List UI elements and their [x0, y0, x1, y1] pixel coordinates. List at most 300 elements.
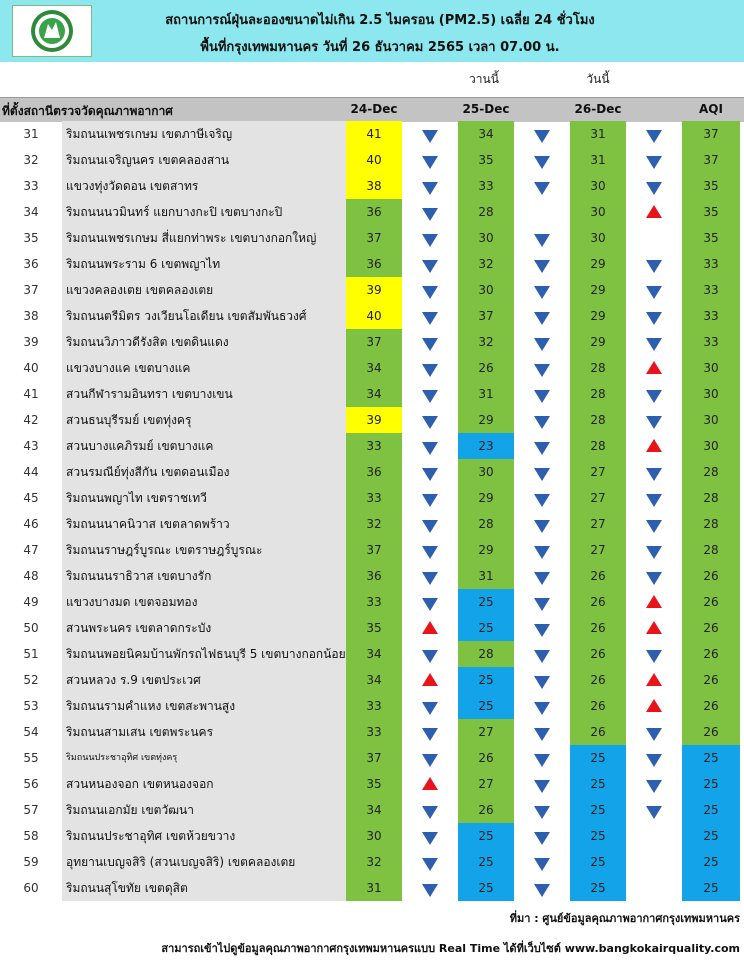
trend-25dec	[514, 303, 570, 329]
pm25-value-24dec: 33	[346, 433, 402, 459]
pm25-value-24dec: 36	[346, 251, 402, 277]
trend-26dec	[626, 199, 682, 225]
station-name: ริมถนนเพชรเกษม เขตภาษีเจริญ	[62, 121, 346, 147]
trend-down-icon	[534, 806, 550, 819]
pm25-value-25dec: 30	[458, 459, 514, 485]
yesterday-marker: วานนี้	[469, 72, 499, 86]
trend-down-icon	[646, 780, 662, 793]
trend-26dec	[626, 459, 682, 485]
trend-up-icon	[646, 205, 662, 218]
date1-column-header: 24-Dec	[350, 102, 398, 116]
pm25-value-24dec: 40	[346, 147, 402, 173]
trend-24dec	[402, 433, 458, 459]
trend-down-icon	[422, 338, 438, 351]
pm25-value-24dec: 33	[346, 693, 402, 719]
pm25-value-25dec: 30	[458, 277, 514, 303]
pm25-value-26dec: 25	[570, 875, 626, 901]
station-number: 36	[23, 257, 39, 271]
pm25-value-24dec: 34	[346, 641, 402, 667]
trend-down-icon	[534, 598, 550, 611]
pm25-value-26dec: 27	[570, 511, 626, 537]
station-name: ริมถนนสุโขทัย เขตดุสิต	[62, 875, 346, 901]
trend-25dec	[514, 771, 570, 797]
website-note: สามารถเข้าไปดูข้อมูลคุณภาพอากาศกรุงเทพมหานครแบบ Real Time ได้ที่เว็บไซต์ www.bangkokairquality.com	[161, 942, 740, 955]
trend-down-icon	[646, 182, 662, 195]
pm25-value-26dec: 28	[570, 381, 626, 407]
trend-26dec	[626, 407, 682, 433]
trend-24dec	[402, 329, 458, 355]
trend-25dec	[514, 511, 570, 537]
pm25-value-25dec: 30	[458, 225, 514, 251]
trend-26dec	[626, 615, 682, 641]
pm25-value-24dec: 37	[346, 329, 402, 355]
trend-down-icon	[422, 312, 438, 325]
trend-26dec	[626, 797, 682, 823]
table-row	[0, 849, 744, 875]
trend-down-icon	[422, 156, 438, 169]
aqi-value: 28	[682, 485, 740, 511]
trend-down-icon	[422, 650, 438, 663]
station-name: สวนกีฬารามอินทรา เขตบางเขน	[62, 381, 346, 407]
station-number: 55	[23, 751, 39, 765]
station-name: ริมถนนประชาอุทิศ เขตทุ่งครุ	[62, 745, 346, 771]
station-number: 33	[23, 179, 39, 193]
pm25-value-26dec: 26	[570, 693, 626, 719]
pm25-value-25dec: 25	[458, 589, 514, 615]
station-name: ริมถนนพญาไท เขตราชเทวี	[62, 485, 346, 511]
aqi-value: 30	[682, 381, 740, 407]
trend-24dec	[402, 303, 458, 329]
trend-down-icon	[422, 260, 438, 273]
trend-24dec	[402, 511, 458, 537]
trend-24dec	[402, 771, 458, 797]
station-number: 39	[23, 335, 39, 349]
trend-down-icon	[422, 884, 438, 897]
trend-down-icon	[422, 832, 438, 845]
aqi-value: 28	[682, 459, 740, 485]
table-row	[0, 303, 744, 329]
trend-25dec	[514, 589, 570, 615]
trend-down-icon	[646, 416, 662, 429]
station-number: 47	[23, 543, 39, 557]
trend-25dec	[514, 797, 570, 823]
trend-26dec	[626, 693, 682, 719]
table-row	[0, 589, 744, 615]
table-row	[0, 277, 744, 303]
trend-down-icon	[534, 884, 550, 897]
trend-down-icon	[534, 650, 550, 663]
trend-24dec	[402, 667, 458, 693]
pm25-value-24dec: 37	[346, 745, 402, 771]
trend-26dec	[626, 875, 682, 901]
trend-26dec	[626, 277, 682, 303]
pm25-value-26dec: 31	[570, 147, 626, 173]
aqi-value: 35	[682, 199, 740, 225]
trend-down-icon	[534, 520, 550, 533]
pm25-value-24dec: 34	[346, 381, 402, 407]
trend-down-icon	[422, 728, 438, 741]
aqi-value: 25	[682, 823, 740, 849]
trend-down-icon	[534, 468, 550, 481]
trend-24dec	[402, 615, 458, 641]
trend-down-icon	[534, 676, 550, 689]
station-name: แขวงบางมด เขตจอมทอง	[62, 589, 346, 615]
pm25-value-26dec: 25	[570, 745, 626, 771]
pm25-value-24dec: 41	[346, 121, 402, 147]
station-name: แขวงทุ่งวัดดอน เขตสาทร	[62, 173, 346, 199]
aqi-value: 33	[682, 277, 740, 303]
pm25-value-25dec: 25	[458, 875, 514, 901]
station-name: อุทยานเบญจสิริ (สวนเบญจสิริ) เขตคลองเตย	[62, 849, 346, 875]
pm25-value-26dec: 26	[570, 563, 626, 589]
trend-up-icon	[422, 777, 438, 790]
trend-down-icon	[646, 156, 662, 169]
station-name: ริมถนนพระราม 6 เขตพญาไท	[62, 251, 346, 277]
pm25-value-24dec: 39	[346, 277, 402, 303]
pm25-value-25dec: 25	[458, 667, 514, 693]
trend-down-icon	[534, 338, 550, 351]
pm25-value-26dec: 27	[570, 537, 626, 563]
trend-down-icon	[534, 390, 550, 403]
pm25-value-26dec: 30	[570, 173, 626, 199]
trend-26dec	[626, 433, 682, 459]
trend-24dec	[402, 485, 458, 511]
pm25-value-24dec: 33	[346, 589, 402, 615]
trend-24dec	[402, 251, 458, 277]
trend-26dec	[626, 355, 682, 381]
trend-down-icon	[534, 728, 550, 741]
pm25-value-25dec: 32	[458, 329, 514, 355]
trend-26dec	[626, 745, 682, 771]
table-row	[0, 459, 744, 485]
pm25-value-26dec: 25	[570, 849, 626, 875]
trend-24dec	[402, 797, 458, 823]
pm25-value-26dec: 26	[570, 719, 626, 745]
pm25-value-24dec: 34	[346, 355, 402, 381]
table-row	[0, 485, 744, 511]
station-name: สวนธนบุรีรมย์ เขตทุ่งครุ	[62, 407, 346, 433]
trend-26dec	[626, 667, 682, 693]
table-row	[0, 511, 744, 537]
aqi-value: 33	[682, 329, 740, 355]
trend-down-icon	[534, 260, 550, 273]
trend-down-icon	[534, 312, 550, 325]
pm25-value-24dec: 31	[346, 875, 402, 901]
pm25-value-26dec: 27	[570, 485, 626, 511]
pm25-value-25dec: 26	[458, 355, 514, 381]
trend-up-icon	[646, 361, 662, 374]
table-row	[0, 667, 744, 693]
table-row	[0, 121, 744, 147]
station-number: 58	[23, 829, 39, 843]
pm25-value-26dec: 27	[570, 459, 626, 485]
aqi-value: 25	[682, 745, 740, 771]
source-note: ที่มา : ศูนย์ข้อมูลคุณภาพอากาศกรุงเทพมหานคร	[509, 912, 740, 925]
station-number: 48	[23, 569, 39, 583]
station-name: ริมถนนราษฎร์บูรณะ เขตราษฎร์บูรณะ	[62, 537, 346, 563]
report-header	[0, 0, 744, 62]
trend-down-icon	[646, 572, 662, 585]
station-name: สวนรมณีย์ทุ่งสีกัน เขตดอนเมือง	[62, 459, 346, 485]
station-number: 44	[23, 465, 39, 479]
trend-26dec	[626, 225, 682, 251]
trend-25dec	[514, 719, 570, 745]
station-name: ริมถนนวิภาวดีรังสิต เขตดินแดง	[62, 329, 346, 355]
pm25-value-25dec: 27	[458, 719, 514, 745]
aqi-value: 28	[682, 537, 740, 563]
trend-down-icon	[646, 312, 662, 325]
aqi-value: 25	[682, 771, 740, 797]
station-name: ริมถนนตรีมิตร วงเวียนโอเดียน เขตสัมพันธวงศ์	[62, 303, 346, 329]
station-number: 42	[23, 413, 39, 427]
trend-down-icon	[422, 234, 438, 247]
trend-26dec	[626, 823, 682, 849]
trend-up-icon	[422, 621, 438, 634]
trend-down-icon	[422, 468, 438, 481]
trend-24dec	[402, 407, 458, 433]
pm25-value-26dec: 30	[570, 199, 626, 225]
trend-24dec	[402, 589, 458, 615]
trend-25dec	[514, 615, 570, 641]
aqi-value: 26	[682, 563, 740, 589]
pm25-value-25dec: 25	[458, 823, 514, 849]
aqi-value: 25	[682, 875, 740, 901]
trend-26dec	[626, 849, 682, 875]
trend-down-icon	[646, 468, 662, 481]
trend-up-icon	[646, 621, 662, 634]
pm25-value-26dec: 29	[570, 251, 626, 277]
date3-column-header: 26-Dec	[574, 102, 622, 116]
trend-25dec	[514, 693, 570, 719]
station-table	[0, 121, 744, 901]
trend-down-icon	[534, 702, 550, 715]
aqi-value: 35	[682, 225, 740, 251]
trend-up-icon	[646, 439, 662, 452]
station-name: สวนหนองจอก เขตหนองจอก	[62, 771, 346, 797]
pm25-value-25dec: 29	[458, 485, 514, 511]
trend-down-icon	[534, 286, 550, 299]
station-name: แขวงบางแค เขตบางแค	[62, 355, 346, 381]
station-name: ริมถนนรามคำแหง เขตสะพานสูง	[62, 693, 346, 719]
table-row	[0, 745, 744, 771]
pm25-value-24dec: 30	[346, 823, 402, 849]
pm25-value-25dec: 23	[458, 433, 514, 459]
trend-down-icon	[646, 806, 662, 819]
pm25-value-26dec: 30	[570, 225, 626, 251]
trend-24dec	[402, 563, 458, 589]
trend-down-icon	[422, 598, 438, 611]
aqi-value: 26	[682, 693, 740, 719]
trend-26dec	[626, 251, 682, 277]
pm25-value-25dec: 37	[458, 303, 514, 329]
trend-down-icon	[534, 780, 550, 793]
station-name: ริมถนนเอกมัย เขตวัฒนา	[62, 797, 346, 823]
station-number: 49	[23, 595, 39, 609]
trend-up-icon	[422, 673, 438, 686]
trend-25dec	[514, 121, 570, 147]
aqi-value: 26	[682, 641, 740, 667]
pm25-value-25dec: 33	[458, 173, 514, 199]
trend-25dec	[514, 537, 570, 563]
pm25-value-26dec: 26	[570, 667, 626, 693]
trend-down-icon	[534, 494, 550, 507]
pm25-value-24dec: 36	[346, 459, 402, 485]
trend-down-icon	[534, 234, 550, 247]
pm25-value-24dec: 36	[346, 563, 402, 589]
aqi-value: 28	[682, 511, 740, 537]
trend-25dec	[514, 251, 570, 277]
trend-down-icon	[422, 754, 438, 767]
trend-down-icon	[422, 546, 438, 559]
trend-26dec	[626, 537, 682, 563]
aqi-value: 26	[682, 615, 740, 641]
station-number: 51	[23, 647, 39, 661]
trend-26dec	[626, 485, 682, 511]
trend-26dec	[626, 589, 682, 615]
trend-25dec	[514, 433, 570, 459]
trend-26dec	[626, 173, 682, 199]
table-row	[0, 823, 744, 849]
pm25-value-24dec: 37	[346, 537, 402, 563]
aqi-column-header: AQI	[699, 102, 723, 116]
trend-down-icon	[422, 182, 438, 195]
trend-25dec	[514, 667, 570, 693]
trend-25dec	[514, 563, 570, 589]
trend-26dec	[626, 641, 682, 667]
trend-down-icon	[422, 286, 438, 299]
trend-24dec	[402, 199, 458, 225]
station-name: ริมถนนนราธิวาส เขตบางรัก	[62, 563, 346, 589]
trend-25dec	[514, 459, 570, 485]
station-name: สวนพระนคร เขตลาดกระบัง	[62, 615, 346, 641]
trend-down-icon	[422, 702, 438, 715]
trend-24dec	[402, 173, 458, 199]
report-title: สถานการณ์ฝุ่นละอองขนาดไม่เกิน 2.5 ไมครอน (PM2.5) เฉลี่ย 24 ชั่วโมง	[165, 13, 595, 28]
station-number: 34	[23, 205, 39, 219]
trend-24dec	[402, 381, 458, 407]
station-number: 57	[23, 803, 39, 817]
bangkok-seal-icon	[12, 5, 92, 57]
table-row	[0, 407, 744, 433]
table-row	[0, 719, 744, 745]
station-number: 38	[23, 309, 39, 323]
trend-24dec	[402, 277, 458, 303]
trend-down-icon	[534, 130, 550, 143]
trend-down-icon	[646, 520, 662, 533]
pm25-value-24dec: 35	[346, 771, 402, 797]
station-number: 41	[23, 387, 39, 401]
trend-25dec	[514, 277, 570, 303]
aqi-value: 25	[682, 849, 740, 875]
trend-26dec	[626, 121, 682, 147]
trend-down-icon	[422, 208, 438, 221]
table-row	[0, 537, 744, 563]
aqi-value: 30	[682, 355, 740, 381]
trend-down-icon	[646, 338, 662, 351]
pm25-value-25dec: 28	[458, 511, 514, 537]
pm25-value-25dec: 35	[458, 147, 514, 173]
table-row	[0, 225, 744, 251]
pm25-value-25dec: 26	[458, 745, 514, 771]
table-row	[0, 173, 744, 199]
trend-26dec	[626, 329, 682, 355]
trend-down-icon	[534, 416, 550, 429]
pm25-value-26dec: 28	[570, 433, 626, 459]
aqi-value: 26	[682, 719, 740, 745]
pm25-value-25dec: 27	[458, 771, 514, 797]
pm25-value-26dec: 28	[570, 355, 626, 381]
trend-25dec	[514, 823, 570, 849]
trend-25dec	[514, 329, 570, 355]
pm25-value-25dec: 32	[458, 251, 514, 277]
aqi-value: 37	[682, 121, 740, 147]
today-marker: วันนี้	[586, 72, 610, 86]
trend-down-icon	[646, 728, 662, 741]
trend-down-icon	[422, 442, 438, 455]
trend-24dec	[402, 641, 458, 667]
trend-down-icon	[646, 130, 662, 143]
pm25-value-24dec: 39	[346, 407, 402, 433]
station-number: 32	[23, 153, 39, 167]
trend-25dec	[514, 147, 570, 173]
station-number: 31	[23, 127, 39, 141]
trend-26dec	[626, 719, 682, 745]
trend-down-icon	[422, 520, 438, 533]
pm25-value-25dec: 25	[458, 615, 514, 641]
trend-25dec	[514, 745, 570, 771]
station-number: 45	[23, 491, 39, 505]
trend-down-icon	[534, 546, 550, 559]
pm25-value-26dec: 25	[570, 797, 626, 823]
station-column-header: ที่ตั้งสถานีตรวจวัดคุณภาพอากาศ	[2, 104, 173, 118]
aqi-value: 33	[682, 303, 740, 329]
aqi-value: 35	[682, 173, 740, 199]
trend-25dec	[514, 485, 570, 511]
trend-24dec	[402, 875, 458, 901]
table-row	[0, 563, 744, 589]
pm25-value-26dec: 26	[570, 615, 626, 641]
trend-down-icon	[422, 130, 438, 143]
station-name: สวนหลวง ร.9 เขตประเวศ	[62, 667, 346, 693]
aqi-value: 26	[682, 589, 740, 615]
table-row	[0, 615, 744, 641]
trend-25dec	[514, 641, 570, 667]
table-row	[0, 771, 744, 797]
table-row	[0, 433, 744, 459]
trend-down-icon	[422, 390, 438, 403]
trend-down-icon	[646, 260, 662, 273]
trend-25dec	[514, 355, 570, 381]
trend-up-icon	[646, 699, 662, 712]
station-name: ริมถนนเพชรเกษม สี่แยกท่าพระ เขตบางกอกใหญ่	[62, 225, 346, 251]
trend-24dec	[402, 693, 458, 719]
trend-down-icon	[422, 858, 438, 871]
pm25-value-25dec: 28	[458, 199, 514, 225]
trend-down-icon	[646, 494, 662, 507]
pm25-value-25dec: 26	[458, 797, 514, 823]
station-name: ริมถนนพอยนิคมบ้านพักรถไฟธนบุรี 5 เขตบางกอกน้อย	[62, 641, 346, 667]
pm25-value-24dec: 37	[346, 225, 402, 251]
trend-24dec	[402, 745, 458, 771]
trend-down-icon	[422, 806, 438, 819]
trend-26dec	[626, 771, 682, 797]
pm25-value-26dec: 29	[570, 277, 626, 303]
table-row	[0, 641, 744, 667]
pm25-value-24dec: 34	[346, 667, 402, 693]
trend-24dec	[402, 121, 458, 147]
aqi-value: 30	[682, 433, 740, 459]
aqi-value: 25	[682, 797, 740, 823]
